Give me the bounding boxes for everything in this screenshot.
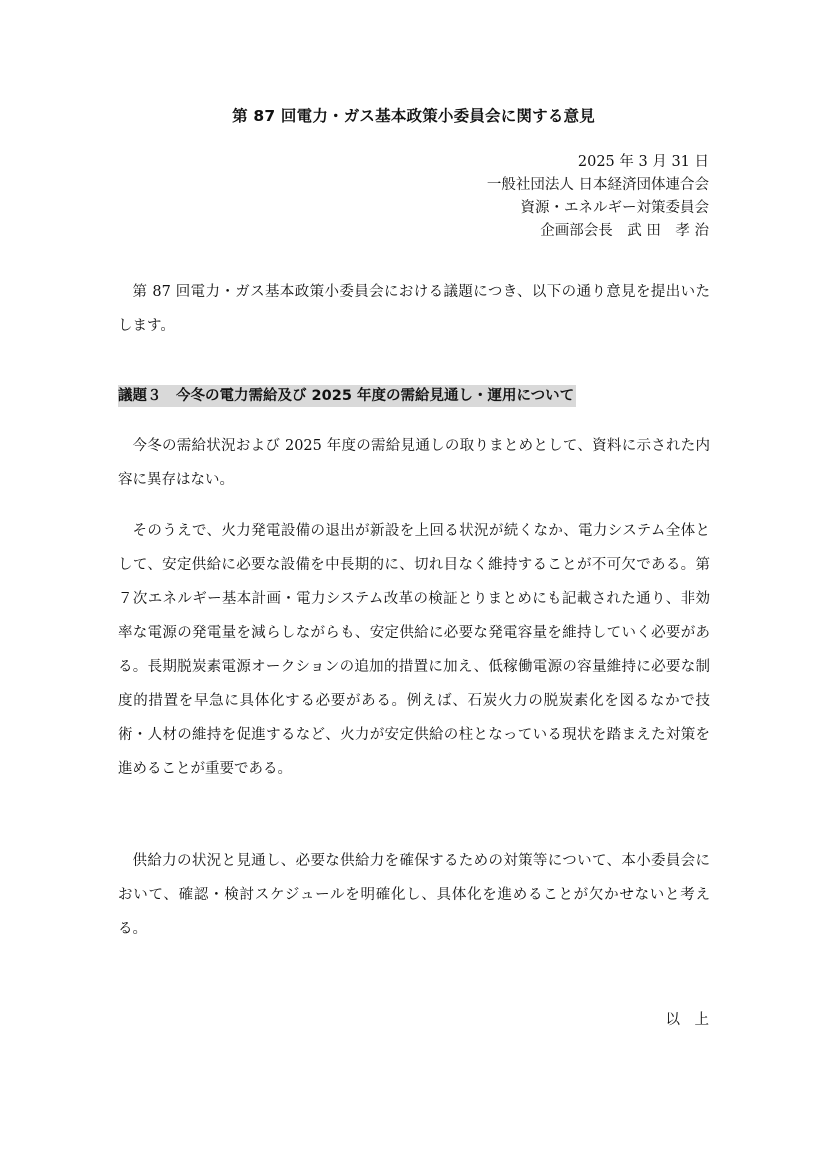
document-date: 2025 年 3 月 31 日: [577, 154, 709, 170]
body-paragraph-1: 今冬の需給状況および 2025 年度の需給見通しの取りまとめとして、資料に示された内容に異存はない。: [118, 438, 710, 488]
body-paragraph-2: そのうえで、火力発電設備の退出が新設を上回る状況が続くなか、電力システム全体として、安定供給に必要な設備を中長期的に、切れ目なく維持することが不可欠である。第７次エネルギー基本計画・電力システム改革の検証とりまとめにも記載された通り、非効率な電源の発電量を減らしながらも、安定供給に必要な発電容量を維持していく必要がある。長期脱炭素電源オークションの追加的措置に加え、低稼働電源の容量維持に必要な制度的措置を早急に具体化する必要がある。例えば、石炭火力の脱炭素化を図るなかで技術・人材の維持を促進するなど、火力が安定供給の柱となっている現状を踏まえた対策を進めることが重要である。: [118, 523, 710, 777]
body-paragraph-3: 供給力の状況と見通し、必要な供給力を確保するための対策等について、本小委員会において、確認・検討スケジュールを明確化し、具体化を進めることが欠かせないと考える。: [118, 853, 710, 937]
sender-block: [487, 151, 709, 243]
agenda-heading: 議題３ 今冬の電力需給及び 2025 年度の需給見通し・運用について: [118, 385, 576, 407]
intro-paragraph: 第 87 回電力・ガス基本政策小委員会における議題につき、以下の通り意見を提出いたします。: [118, 284, 710, 334]
sender-organization: 一般社団法人 日本経済団体連合会: [486, 177, 709, 193]
document-title: 第 87 回電力・ガス基本政策小委員会に関する意見: [232, 107, 595, 125]
sender-name: 企画部会長 武 田 孝 治: [540, 223, 709, 239]
closing-mark: 以 上: [665, 1012, 709, 1028]
sender-committee: 資源・エネルギー対策委員会: [520, 200, 709, 216]
